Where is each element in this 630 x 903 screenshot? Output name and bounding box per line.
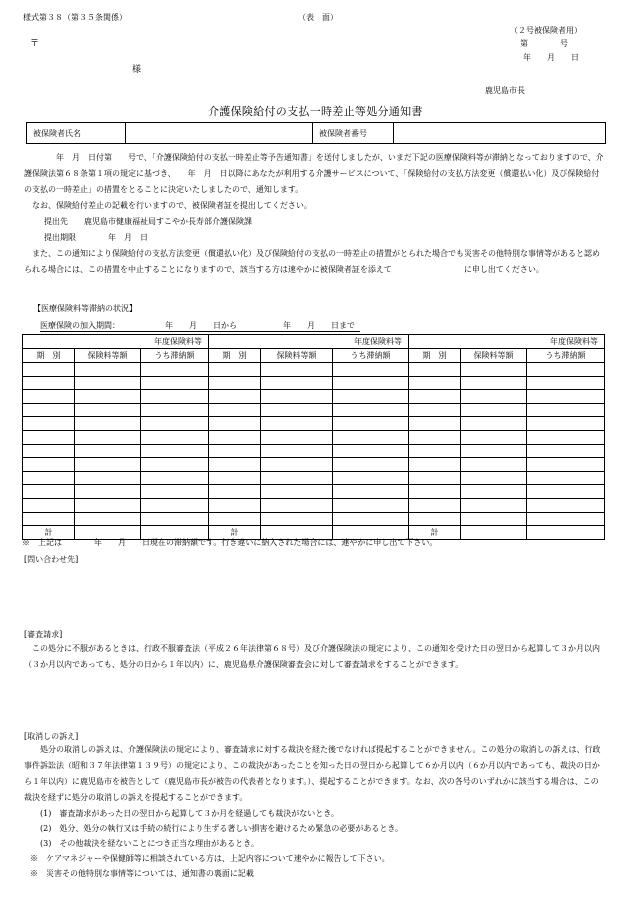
- period-underline: [40, 331, 360, 332]
- table-cell: [409, 498, 461, 512]
- table-cell: [141, 376, 209, 390]
- table-cell: [141, 417, 209, 431]
- table-cell: [23, 485, 75, 499]
- honorific: 様: [132, 65, 142, 75]
- body-paragraph-3: また、この通知により保険給付の支払方法変更（償還払い化）及び保険給付の支払の一時差止の措置がとられた場合でも災害その他特別な事情等があると認められる場合には、この措置を中止することになりますので、該当する方は速やかに被保険者証を添えて に申し出てください。: [24, 249, 600, 274]
- footer-note: ※ ケアマネジャーや保健師等に相談されている方は、上記内容について速やかに報告して下さい。: [30, 854, 390, 863]
- table-cell: [209, 444, 261, 458]
- table-cell: [23, 498, 75, 512]
- table-cell: [333, 444, 409, 458]
- table-cell: [333, 417, 409, 431]
- total-arrears: [527, 526, 605, 540]
- table-cell: [261, 458, 333, 472]
- table-cell: [75, 471, 141, 485]
- insured-name-value: [126, 123, 313, 144]
- column-header: 保険料等額: [261, 349, 333, 363]
- table-cell: [333, 390, 409, 404]
- table-cell: [23, 403, 75, 417]
- table-cell: [141, 430, 209, 444]
- footer-notes: [30, 851, 600, 881]
- table-row: [23, 363, 605, 377]
- table-cell: [527, 403, 605, 417]
- table-row: [23, 376, 605, 390]
- table-cell: [409, 417, 461, 431]
- table-cell: [261, 471, 333, 485]
- table-cell: [209, 390, 261, 404]
- table-cell: [461, 430, 527, 444]
- arrears-heading: 【医療保険料等滞納の状況】: [33, 304, 137, 313]
- table-row: [23, 512, 605, 526]
- table-cell: [261, 390, 333, 404]
- table-cell: [461, 444, 527, 458]
- table-cell: [461, 485, 527, 499]
- table-cell: [261, 417, 333, 431]
- table-cell: [261, 363, 333, 377]
- insured-period-from: 年 月 日から: [165, 321, 237, 330]
- table-cell: [209, 471, 261, 485]
- table-cell: [409, 485, 461, 499]
- table-cell: [527, 512, 605, 526]
- insured-period-to: 年 月 日まで: [283, 321, 355, 330]
- table-cell: [409, 390, 461, 404]
- table-cell: [527, 471, 605, 485]
- lawsuit-paragraph: 処分の取消しの訴えは、介護保険法の規定により、審査請求に対する裁決を経た後でなければ提起することができません。この処分の取消しの訴えは、行政事件訴訟法（昭和３７年法律第１３９号）の規定により、この裁決があったことを知った日の翌日から起算して６か月以内（６か月以内であっても、裁決の日から１年以内）に鹿児島市を被告として（鹿児島市長が被告の代表者となります。）、提起することができます。なお、次の各号のいずれかに該当する場合は、この裁決を経ずに処分の取消しの訴えを提起することができます。: [24, 745, 601, 802]
- table-cell: [261, 430, 333, 444]
- document-number: 第 号: [520, 39, 568, 48]
- table-cell: [141, 444, 209, 458]
- table-cell: [75, 390, 141, 404]
- fiscal-year-header: 年度保険料等: [409, 335, 605, 349]
- table-cell: [333, 430, 409, 444]
- table-cell: [75, 403, 141, 417]
- table-cell: [23, 417, 75, 431]
- table-cell: [333, 363, 409, 377]
- contact-heading: [問い合わせ先]: [24, 555, 79, 564]
- table-cell: [409, 363, 461, 377]
- column-header-row: [23, 349, 605, 363]
- table-cell: [261, 376, 333, 390]
- fiscal-year-header: 年度保険料等: [23, 335, 209, 349]
- table-cell: [261, 403, 333, 417]
- lawsuit-items: [40, 806, 600, 851]
- insured-number-label: 被保険者番号: [313, 123, 394, 144]
- column-header: うち滞納額: [333, 349, 409, 363]
- table-cell: [209, 417, 261, 431]
- table-cell: [75, 485, 141, 499]
- table-cell: [409, 403, 461, 417]
- table-cell: [333, 376, 409, 390]
- table-cell: [23, 444, 75, 458]
- table-cell: [209, 430, 261, 444]
- table-cell: [333, 512, 409, 526]
- table-cell: [75, 498, 141, 512]
- total-label: 計: [23, 526, 75, 540]
- review-text: [24, 641, 606, 673]
- column-header: 期 別: [409, 349, 461, 363]
- table-cell: [141, 498, 209, 512]
- insured-info-table: [26, 122, 606, 144]
- issuer: 鹿児島市長: [485, 86, 525, 95]
- table-cell: [333, 471, 409, 485]
- table-cell: [461, 512, 527, 526]
- table-cell: [527, 417, 605, 431]
- insured-type: （２号被保険者用）: [510, 26, 582, 35]
- table-cell: [527, 363, 605, 377]
- notice-body: [24, 150, 606, 278]
- table-cell: [333, 458, 409, 472]
- total-label: 計: [409, 526, 461, 540]
- issue-date: 年 月 日: [523, 53, 579, 62]
- table-row: [23, 417, 605, 431]
- table-cell: [527, 390, 605, 404]
- column-header: 保険料等額: [75, 349, 141, 363]
- table-cell: [333, 485, 409, 499]
- column-header: うち滞納額: [527, 349, 605, 363]
- lawsuit-item: (2) 処分、処分の執行又は手続の続行により生ずる著しい損害を避けるため緊急の必要があるとき。: [40, 824, 404, 833]
- table-cell: [409, 458, 461, 472]
- table-cell: [75, 458, 141, 472]
- table-cell: [461, 363, 527, 377]
- footer-note: ※ 災害その他特別な事情等については、通知書の裏面に記載: [30, 869, 254, 878]
- table-cell: [209, 498, 261, 512]
- table-cell: [75, 363, 141, 377]
- table-cell: [409, 512, 461, 526]
- table-cell: [141, 512, 209, 526]
- table-row: [23, 403, 605, 417]
- column-header: 期 別: [23, 349, 75, 363]
- deadline-line: [24, 230, 606, 246]
- arrears-table: [22, 334, 605, 540]
- year-header-row: [23, 335, 605, 349]
- table-cell: [527, 485, 605, 499]
- table-cell: [23, 390, 75, 404]
- document-title: 介護保険給付の支払一時差止等処分通知書: [208, 105, 423, 118]
- table-cell: [209, 363, 261, 377]
- submit-to-label: 提出先: [44, 217, 68, 226]
- table-cell: [141, 458, 209, 472]
- column-header: 期 別: [209, 349, 261, 363]
- deadline-value: 年 月 日: [108, 233, 148, 242]
- lawsuit-item: (3) その他裁決を経ないことにつき正当な理由があるとき。: [40, 839, 259, 848]
- lawsuit-text: [24, 742, 606, 806]
- table-cell: [333, 498, 409, 512]
- table-cell: [75, 376, 141, 390]
- table-cell: [333, 403, 409, 417]
- lawsuit-item: (1) 審査請求があった日の翌日から起算して３か月を経過しても裁決がないとき。: [40, 809, 339, 818]
- table-row: [23, 458, 605, 472]
- table-cell: [209, 485, 261, 499]
- table-cell: [23, 376, 75, 390]
- table-cell: [527, 498, 605, 512]
- table-cell: [461, 471, 527, 485]
- table-cell: [75, 417, 141, 431]
- lawsuit-heading: [取消しの訴え]: [24, 732, 79, 741]
- table-row: [23, 485, 605, 499]
- column-header: 保険料等額: [461, 349, 527, 363]
- table-cell: [141, 403, 209, 417]
- table-cell: [461, 417, 527, 431]
- table-cell: [23, 458, 75, 472]
- table-cell: [409, 444, 461, 458]
- table-cell: [209, 512, 261, 526]
- total-label: 計: [209, 526, 261, 540]
- table-cell: [209, 403, 261, 417]
- table-cell: [461, 376, 527, 390]
- table-cell: [261, 444, 333, 458]
- table-cell: [461, 458, 527, 472]
- table-row: [23, 390, 605, 404]
- insured-number-value: [394, 123, 606, 144]
- body-paragraph-1: 年 月 日付第 号で、「介護保険給付の支払一時差止等予告通知書」を送付しましたが、いまだ下記の医療保険料等が滞納となっておりますので、介護保険法第６８条第１項の規定に基づき、 年 月 日以降にあなたが利用する介護サービスについて、「保険給付の支払方法変更（償還払い化）及び保険給付の支払の一時差止」の措置をとることに決定いたしましたので、通知します。: [24, 153, 604, 194]
- table-cell: [409, 376, 461, 390]
- table-row: [23, 430, 605, 444]
- table-cell: [141, 390, 209, 404]
- insured-period-label: 医療保険の加入期間：: [40, 321, 120, 330]
- postal-mark: 〒: [30, 39, 40, 49]
- column-header: うち滞納額: [141, 349, 209, 363]
- table-cell: [75, 430, 141, 444]
- review-paragraph: この処分に不服があるときは、行政不服審査法（平成２６年法律第６８号）及び介護保険法の規定により、この通知を受けた日の翌日から起算して３か月以内（３か月以内であっても、処分の日から１年以内）に、鹿児島県介護保険審査会に対して審査請求をすることができます。: [24, 644, 600, 669]
- table-cell: [461, 498, 527, 512]
- submit-to-value: 鹿児島市健康福祉局すこやか長寿部介護保険課: [84, 217, 252, 226]
- table-cell: [261, 485, 333, 499]
- table-cell: [23, 430, 75, 444]
- table-cell: [261, 512, 333, 526]
- table-cell: [141, 471, 209, 485]
- table-cell: [141, 485, 209, 499]
- table-cell: [23, 363, 75, 377]
- form-number: 様式第３８（第３５条関係）: [23, 13, 127, 22]
- side-label: （表 面）: [298, 13, 338, 22]
- table-row: [23, 471, 605, 485]
- table-cell: [23, 512, 75, 526]
- table-cell: [527, 444, 605, 458]
- table-cell: [209, 458, 261, 472]
- table-cell: [261, 498, 333, 512]
- table-cell: [527, 430, 605, 444]
- table-cell: [23, 471, 75, 485]
- fiscal-year-header: 年度保険料等: [209, 335, 409, 349]
- deadline-label: 提出期限: [44, 233, 76, 242]
- arrears-note: ※ 上記は 年 月 日現在の滞納額です。行き違いに納入された場合には、連やかに申し出て下さい。: [22, 538, 438, 547]
- body-paragraph-2: なお、保険給付差止の記載を行いますので、被保険者証を提出してください。: [32, 201, 312, 210]
- total-amount: [461, 526, 527, 540]
- table-row: [23, 498, 605, 512]
- submit-to-line: [24, 214, 606, 230]
- table-cell: [461, 403, 527, 417]
- table-cell: [209, 376, 261, 390]
- review-heading: [審査請求]: [24, 630, 63, 639]
- table-cell: [527, 376, 605, 390]
- table-cell: [527, 458, 605, 472]
- table-row: [23, 444, 605, 458]
- table-cell: [409, 471, 461, 485]
- insured-name-label: 被保険者氏名: [27, 123, 126, 144]
- table-cell: [141, 363, 209, 377]
- table-cell: [409, 430, 461, 444]
- table-cell: [461, 390, 527, 404]
- table-cell: [75, 444, 141, 458]
- table-cell: [75, 512, 141, 526]
